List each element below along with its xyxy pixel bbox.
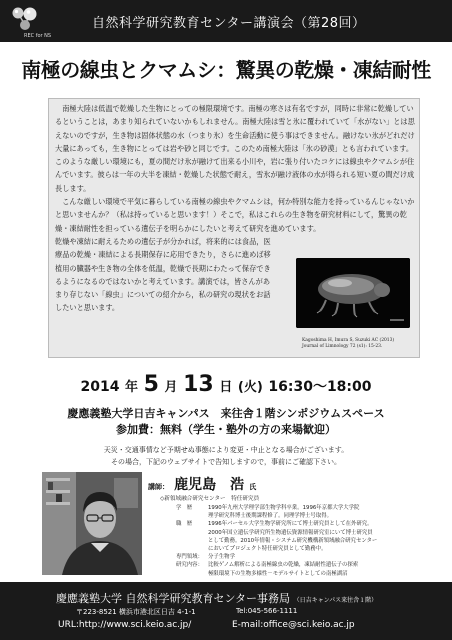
profile-label: 学 歴 <box>176 505 193 511</box>
event-year: 2014 <box>80 379 120 395</box>
speaker-affiliation: ◇新領域融合研究センター 特任研究員 <box>160 496 260 502</box>
event-year-unit: 年 <box>125 380 139 395</box>
tardigrade-micrograph-image <box>296 258 410 328</box>
profile-row <box>176 561 446 577</box>
footer-address: 〒223-8521 横浜市港北区日吉 4-1-1 <box>76 608 196 616</box>
figure-caption <box>302 338 394 350</box>
profile-value <box>208 520 446 553</box>
intro-paragraph-1: 南極大陸は低温で乾燥した生物にとっての極限環境です。南極の寒さは有名ですが，同時に非常に乾燥しているということは，あまり知られていないかもしれません。南極大陸は雪と氷に覆われていて「水がない」とは思えないのですが，生き物は固体状態の水（つまり氷）を生命活動に使う事はできません。融けない氷がどれだけ大量にあっても，生き物にとっては岩や砂と同じです。このため南極大陸は「氷の砂漠」とも言われています。このような厳しい環境にも，夏の間だけ氷が融けて出来る小川や，岩に張り付いたコケには線虫やクマムシが住んでいます。彼らは一年の大半を凍結・乾燥した状態で耐え，雪氷が融け液体の水が得られる短い夏の間だけ成長します。 <box>55 104 415 193</box>
profile-line: として勤務。2010年情報・システム研究機構新領域融合研究センター <box>208 537 378 544</box>
logo-text: REC for NS <box>24 33 52 39</box>
speaker-name: 鹿児島 浩 <box>174 477 245 493</box>
event-venue: 慶應義塾大学日吉キャンパス 来往舎１階シンポジウムスペース <box>67 407 385 420</box>
profile-line: 分子生物学 <box>208 554 235 561</box>
event-datetime <box>0 372 452 397</box>
footer-org-name: 慶應義塾大学 自然科学研究教育センター事務局 <box>56 592 291 605</box>
profile-row <box>176 504 446 520</box>
event-fee: 参加費：無料（学生・塾外の方の来場歓迎） <box>116 423 336 436</box>
footer-org-location: （日吉キャンパス来往舎１階） <box>293 597 378 604</box>
profile-line: においてプロジェクト特任研究員として勤務中。 <box>208 546 327 553</box>
profile-value <box>208 561 446 577</box>
speaker-photo <box>42 472 142 575</box>
intro-paragraph-2: こんな厳しい環境で平気に暮らしている南極の線虫やクマムシは，何か特別な能力を持っているんじゃないかと思いませんか？（私は持っていると思います！）そこで，私はこれらの生き物を研究材料にして，驚異の乾燥・凍結耐性を担っている遺伝子を明らかにしたいと考えて研究を進めています。 <box>55 197 415 233</box>
notice-line-2: その場合，下記のウェブサイトで告知しますので，事前にご確認下さい。 <box>110 458 342 466</box>
speaker-profile <box>176 504 446 578</box>
event-weekday: (火) <box>237 380 263 395</box>
profile-row <box>176 520 446 553</box>
lecture-title: 南極の線虫とクマムシ：驚異の乾燥・凍結耐性 <box>21 58 431 82</box>
event-notice <box>0 444 452 468</box>
figure-caption-authors: Kagoshima H, Imura S, Suzuki AC (2013) <box>302 338 395 343</box>
profile-label: 専門領域： <box>176 554 203 561</box>
footer-email-link[interactable]: E-mail:office@sci.keio.ac.jp <box>232 620 355 630</box>
event-month: 5 <box>143 372 159 397</box>
event-time: 16:30～18:00 <box>268 379 372 395</box>
footer-tel: Tel:045-566-1111 <box>236 607 298 615</box>
profile-line: 2000年国立遺伝学研究所生物遺伝資源情報研究室にいて博士研究員 <box>208 529 373 536</box>
header-banner <box>0 0 452 42</box>
profile-line: 1990年九州大学理学部生物学科卒業。1996年京都大学大学院 <box>208 505 360 511</box>
footer-url-link[interactable]: URL:http://www.sci.keio.ac.jp/ <box>58 620 192 630</box>
event-day-unit: 日 <box>219 380 233 395</box>
profile-value <box>208 553 446 561</box>
profile-row <box>176 553 446 561</box>
profile-line: 1996年パーセル大学生物学研究所にて博士研究員として在外研究。 <box>208 521 373 528</box>
speaker-header <box>148 474 256 494</box>
event-month-unit: 月 <box>164 380 178 395</box>
profile-label: 職 歴 <box>176 521 193 528</box>
lecture-series-title: 自然科学研究教育センター講演会（第28回） <box>92 16 366 31</box>
speaker-honorific: 氏 <box>249 483 257 491</box>
footer-organization <box>56 590 377 606</box>
figure-caption-journal: Journal of Limnology 72 (s1): 15-23. <box>302 344 383 349</box>
profile-label: 研究内容： <box>176 562 203 569</box>
notice-line-1: 天災・交通事情など予期せぬ事態により変更・中止となる場合がございます。 <box>103 446 349 454</box>
footer-banner <box>0 582 452 640</box>
intro-paragraph-3: 乾燥や凍結に耐えるための遺伝子が分かれば，将来的には食品，医療品の乾燥・凍結による長期保存に応用できたり，さらに進めば移植用の臓器や生き物の全体を低温，乾燥で長期にわたって保存できるようになるのではないかと考えています。講演では，皆さんがあまり存じない「線虫」についての紹介から，私の研究の現状をお話したいと思います。 <box>55 236 271 313</box>
profile-line: 極限環境下の生物多様性－モデルサイトとしての南極湖沼 <box>208 570 348 577</box>
profile-value <box>208 504 446 520</box>
event-day: 13 <box>183 372 214 397</box>
profile-line: 比較ゲノム解析による南極線虫の乾燥，凍結耐性遺伝子の探索 <box>208 562 359 569</box>
speaker-role: 講師： <box>148 483 169 491</box>
profile-line: 理学研究科博士後期課程修了。同理学博士号取得。 <box>208 513 332 520</box>
